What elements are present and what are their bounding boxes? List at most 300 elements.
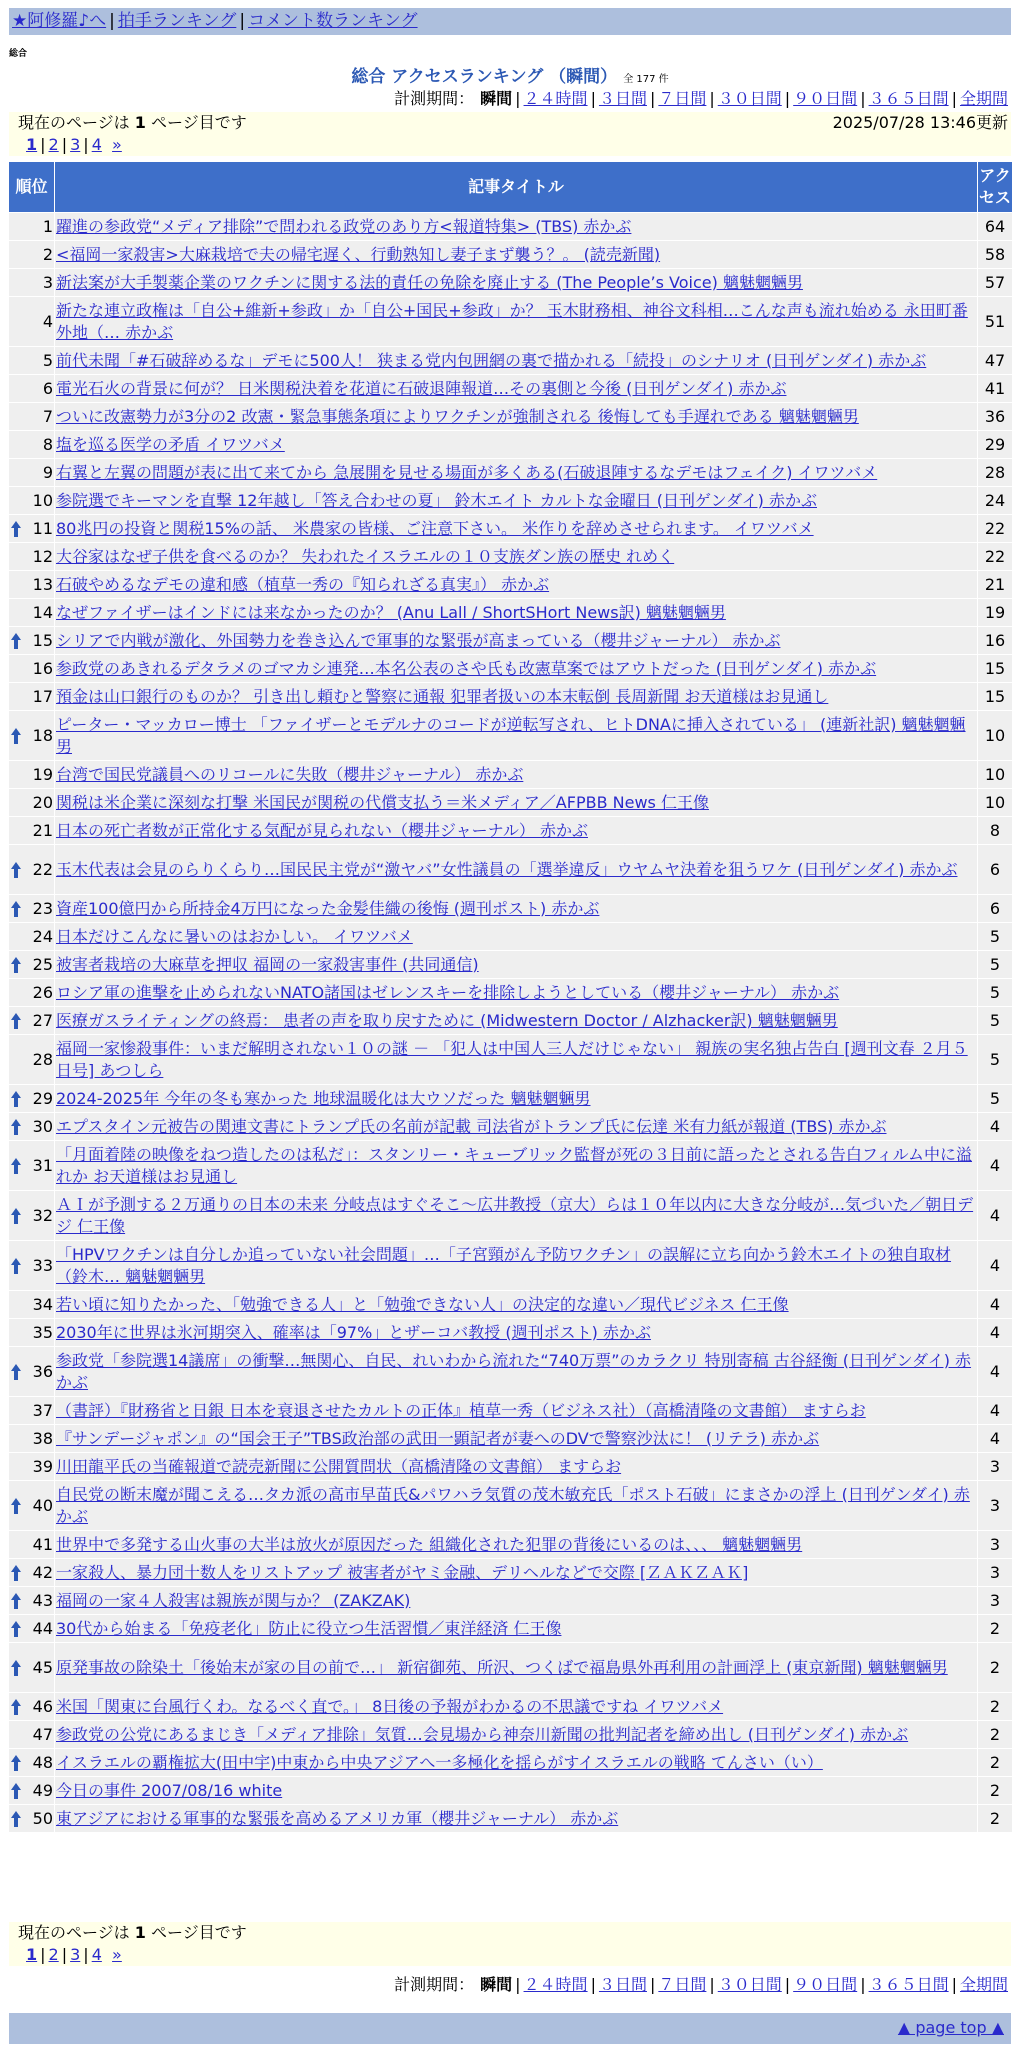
rank-number: 1 — [42, 216, 53, 236]
period-current-bottom: 瞬間 — [480, 1975, 513, 1994]
table-row — [9, 1397, 1013, 1425]
period-selector-bottom: 計測期間： 瞬間 | ２４時間 | ３日間 | ７日間 | ３０日間 | ９０日間 | ３６５日間 | 全期間 — [394, 1975, 1008, 1994]
rank-number: 21 — [32, 820, 53, 840]
rank-cell — [9, 241, 55, 269]
access-count: 2 — [978, 1721, 1013, 1749]
rank-cell — [9, 711, 55, 761]
table-row — [9, 1453, 1013, 1481]
article-title-link[interactable]: 躍進の参政党“メディア排除”で問われる政党のあり方<報道特集> (TBS) 赤かぶ — [56, 216, 632, 236]
title-cell — [55, 1425, 978, 1453]
rank-up-arrow-icon — [10, 1754, 22, 1772]
page-link-3-bottom[interactable]: 3 — [70, 1945, 81, 1964]
rank-cell — [9, 403, 55, 431]
table-row — [9, 571, 1013, 599]
access-count: 6 — [978, 845, 1013, 895]
rank-number: 11 — [32, 518, 53, 538]
title-cell — [55, 761, 978, 789]
title-cell — [55, 1805, 978, 1833]
page-link-2[interactable]: 2 — [48, 135, 59, 154]
article-title-link[interactable]: 預金は山口銀行のものか？ 引き出し頼むと警察に通報 犯罪者扱いの本末転倒 長周新聞 お天道様はお見通し — [56, 686, 829, 706]
title-cell — [55, 1347, 978, 1397]
rank-up-arrow-icon — [10, 1782, 22, 1800]
page-link-2-bottom[interactable]: 2 — [48, 1945, 59, 1964]
access-count: 2 — [978, 1805, 1013, 1833]
access-count: 3 — [978, 1559, 1013, 1587]
access-count: 5 — [978, 1085, 1013, 1113]
rank-number: 19 — [32, 764, 53, 784]
period-label-bottom: 計測期間： — [394, 1975, 475, 1994]
period-link-30d-bottom[interactable]: ３０日間 — [717, 1975, 782, 1994]
article-title-link[interactable]: 一家殺人、暴力団十数人をリストアップ 被害者がヤミ金融、デリヘルなどで交際 [ＺＡＫＺＡＫ] — [56, 1562, 749, 1582]
table-row — [9, 1615, 1013, 1643]
rank-number: 41 — [32, 1534, 53, 1554]
rank-up-arrow-icon — [10, 632, 22, 650]
table-row — [9, 1085, 1013, 1113]
current-page-text-bottom: 現在のページは 1 ページ目です — [18, 1923, 247, 1942]
article-title-link[interactable]: なぜファイザーはインドには来なかったのか？ (Anu Lall / ShortSHort News訳) 魑魅魍魎男 — [56, 602, 726, 622]
rank-number: 32 — [32, 1205, 53, 1225]
access-count: 4 — [978, 1397, 1013, 1425]
rank-number: 12 — [32, 546, 53, 566]
rank-cell — [9, 1141, 55, 1191]
title-cell — [55, 1453, 978, 1481]
rank-cell — [9, 1191, 55, 1241]
rank-number: 17 — [32, 686, 53, 706]
article-title-link[interactable]: 今日の事件 2007/08/16 white — [56, 1780, 283, 1800]
access-count: 4 — [978, 1319, 1013, 1347]
rank-number: 3 — [42, 272, 53, 292]
article-title-link[interactable]: 参政党のあきれるデタラメのゴマカシ連発…本名公表のさや氏も改憲草案ではアウトだった (日刊ゲンダイ) 赤かぶ — [56, 658, 877, 678]
page-next-link-bottom[interactable]: » — [112, 1945, 122, 1964]
article-title-link[interactable]: ロシア軍の進撃を止められないNATO諸国はゼレンスキーを排除しようとしている（櫻井ジャーナル） 赤かぶ — [56, 982, 840, 1002]
period-link-365d[interactable]: ３６５日間 — [868, 89, 949, 108]
table-row — [9, 817, 1013, 845]
rank-cell — [9, 1721, 55, 1749]
table-row — [9, 923, 1013, 951]
article-title-link[interactable]: 前代未聞「#石破辞めるな」デモに500人！ 狭まる党内包囲網の裏で描かれる「続投」のシナリオ (日刊ゲンダイ) 赤かぶ — [56, 350, 927, 370]
table-row — [9, 431, 1013, 459]
access-count: 2 — [978, 1693, 1013, 1721]
title-cell — [55, 1643, 978, 1693]
rank-number: 34 — [32, 1294, 53, 1314]
pager-box-top — [9, 112, 1011, 156]
period-link-90d[interactable]: ９０日間 — [793, 89, 858, 108]
rank-number: 45 — [32, 1657, 53, 1677]
title-cell — [55, 241, 978, 269]
rank-cell — [9, 431, 55, 459]
title-cell — [55, 375, 978, 403]
access-count: 5 — [978, 1035, 1013, 1085]
period-selector-top: 計測期間： 瞬間 | ２４時間 | ３日間 | ７日間 | ３０日間 | ９０日間 | ３６５日間 | 全期間 — [394, 89, 1008, 108]
rank-up-arrow-icon — [10, 1257, 22, 1275]
table-row — [9, 683, 1013, 711]
article-title-link[interactable]: 80兆円の投資と関税15%の話、 米農家の皆様、ご注意下さい。 米作りを辞めさせられます。 イワツバメ — [56, 518, 814, 538]
period-current: 瞬間 — [480, 89, 513, 108]
table-row — [9, 241, 1013, 269]
rank-number: 27 — [32, 1010, 53, 1030]
rank-up-arrow-icon — [10, 1698, 22, 1716]
page-link-1-bottom[interactable]: 1 — [26, 1945, 38, 1964]
category-label: 総合 — [9, 49, 28, 59]
table-row — [9, 1643, 1013, 1693]
period-link-365d-bottom[interactable]: ３６５日間 — [868, 1975, 949, 1994]
access-count: 2 — [978, 1615, 1013, 1643]
access-count: 3 — [978, 1453, 1013, 1481]
article-title-link[interactable]: 2024-2025年 今年の冬も寒かった 地球温暖化は大ウソだった 魑魅魍魎男 — [56, 1088, 591, 1108]
table-row — [9, 711, 1013, 761]
article-title-link[interactable]: 参政党の公党にあるまじき「メディア排除」気質…会見場から神奈川新聞の批判記者を締め出し (日刊ゲンダイ) 赤かぶ — [56, 1724, 909, 1744]
title-cell — [55, 297, 978, 347]
rank-cell — [9, 1035, 55, 1085]
rank-cell — [9, 1531, 55, 1559]
rank-cell — [9, 1615, 55, 1643]
access-count: 4 — [978, 1241, 1013, 1291]
access-count: 2 — [978, 1643, 1013, 1693]
article-title-link[interactable]: 2030年に世界は氷河期突入、確率は「97%」とザーコバ教授 (週刊ポスト) 赤かぶ — [56, 1322, 651, 1342]
rank-cell — [9, 269, 55, 297]
rank-cell — [9, 1291, 55, 1319]
article-title-link[interactable]: 自民党の断末魔が聞こえる…タカ派の高市早苗氏&パワハラ気質の茂木敏充氏「ポスト石破」にまさかの浮上 (日刊ゲンダイ) 赤かぶ — [56, 1484, 970, 1526]
rank-number: 8 — [42, 434, 53, 454]
article-title-link[interactable]: 玉木代表は会見のらりくらり…国民民主党が“激ヤバ”女性議員の「選挙違反」ウヤムヤ決着を狙うワケ (日刊ゲンダイ) 赤かぶ — [56, 859, 958, 879]
access-count: 64 — [978, 213, 1013, 241]
rank-up-arrow-icon — [10, 1012, 22, 1030]
title-cell — [55, 431, 978, 459]
period-link-90d-bottom[interactable]: ９０日間 — [793, 1975, 858, 1994]
table-row — [9, 655, 1013, 683]
rank-cell — [9, 1113, 55, 1141]
rank-cell — [9, 1453, 55, 1481]
article-title-link[interactable]: 関税は米企業に深刻な打撃 米国民が関税の代償支払う＝米メディア／AFPBB News 仁王像 — [56, 792, 709, 812]
title-cell — [55, 895, 978, 923]
article-title-link[interactable]: 被害者栽培の大麻草を押収 福岡の一家殺害事件 (共同通信) — [56, 954, 479, 974]
title-cell — [55, 1777, 978, 1805]
table-row — [9, 297, 1013, 347]
rank-up-arrow-icon — [10, 1620, 22, 1638]
rank-number: 23 — [32, 898, 53, 918]
access-count: 5 — [978, 951, 1013, 979]
access-count: 4 — [978, 1425, 1013, 1453]
rank-cell — [9, 1643, 55, 1693]
rank-cell — [9, 543, 55, 571]
rank-number: 13 — [32, 574, 53, 594]
title-cell — [55, 1481, 978, 1531]
title-cell — [55, 1615, 978, 1643]
table-row — [9, 951, 1013, 979]
article-title-link[interactable]: 若い頃に知りたかった、「勉強できる人」と「勉強できない人」の決定的な違い／現代ビジネス 仁王像 — [56, 1294, 789, 1314]
access-count: 4 — [978, 1113, 1013, 1141]
nav-link-applause-ranking[interactable]: 拍手ランキング — [117, 11, 237, 31]
rank-up-arrow-icon — [10, 1157, 22, 1175]
table-row — [9, 1777, 1013, 1805]
article-title-link[interactable]: 資産100億円から所持金4万円になった金髪佳織の後悔 (週刊ポスト) 赤かぶ — [56, 898, 600, 918]
rank-number: 36 — [32, 1361, 53, 1381]
rank-number: 28 — [32, 1049, 53, 1069]
title-cell — [55, 1007, 978, 1035]
table-row — [9, 1587, 1013, 1615]
rank-up-arrow-icon — [10, 1118, 22, 1136]
bottom-bar — [9, 2013, 1011, 2044]
rank-number: 6 — [42, 378, 53, 398]
rank-up-arrow-icon — [10, 1497, 22, 1515]
article-title-link[interactable]: 日本だけこんなに暑いのはおかしい。 イワツバメ — [56, 926, 413, 946]
title-cell — [55, 403, 978, 431]
rank-cell — [9, 1425, 55, 1453]
access-count: 6 — [978, 895, 1013, 923]
article-title-link[interactable]: 「月面着陸の映像をねつ造したのは私だ」：スタンリー・キューブリック監督が死の３日前に語ったとされる告白フィルム中に溢れか お天道様はお見通し — [56, 1144, 973, 1186]
rank-cell — [9, 1007, 55, 1035]
article-title-link[interactable]: ＡＩが予測する２万通りの日本の未来 分岐点はすぐそこ～広井教授（京大）らは１０年以内に大きな分岐が…気づいた／朝日デジ 仁王像 — [56, 1194, 974, 1236]
access-count: 36 — [978, 403, 1013, 431]
title-cell — [55, 655, 978, 683]
access-count: 4 — [978, 1191, 1013, 1241]
title-cell — [55, 817, 978, 845]
table-row — [9, 1241, 1013, 1291]
table-row — [9, 1805, 1013, 1833]
period-link-all[interactable]: 全期間 — [959, 89, 1008, 108]
period-link-30d[interactable]: ３０日間 — [717, 89, 782, 108]
nav-link-comment-ranking[interactable]: コメント数ランキング — [248, 11, 418, 31]
article-title-link[interactable]: 米国「関東に台風行くわ。なるべく直で。」 8日後の予報がわかるの不思議ですね イワツバメ — [56, 1696, 724, 1716]
article-title-link[interactable]: 右翼と左翼の問題が表に出て来てから 急展開を見せる場面が多くある(石破退陣するなデモはフェイク) イワツバメ — [56, 462, 878, 482]
updated-timestamp: 2025/07/28 13:46更新 — [832, 113, 1008, 132]
table-row — [9, 1291, 1013, 1319]
access-count: 3 — [978, 1481, 1013, 1531]
rank-number: 22 — [32, 859, 53, 879]
title-cell — [55, 951, 978, 979]
title-cell — [55, 627, 978, 655]
access-count: 41 — [978, 375, 1013, 403]
period-link-7d-bottom[interactable]: ７日間 — [658, 1975, 707, 1994]
access-count: 5 — [978, 1007, 1013, 1035]
rank-number: 43 — [32, 1590, 53, 1610]
article-title-link[interactable]: シリアで内戦が激化、外国勢力を巻き込んで軍事的な緊張が高まっている（櫻井ジャーナル） 赤かぶ — [56, 630, 781, 650]
title-cell — [55, 1531, 978, 1559]
title-cell — [55, 711, 978, 761]
table-row — [9, 487, 1013, 515]
period-link-24h-bottom[interactable]: ２４時間 — [523, 1975, 588, 1994]
article-title-link[interactable]: イスラエルの覇権拡大(田中宇)中東から中央アジアへ一多極化を揺らがすイスラエルの戦略 てんさい（い） — [56, 1752, 823, 1772]
title-cell — [55, 923, 978, 951]
access-count: 22 — [978, 515, 1013, 543]
rank-number: 4 — [42, 311, 53, 331]
page-heading — [0, 62, 1020, 87]
article-title-link[interactable]: 日本の死亡者数が正常化する気配が見られない（櫻井ジャーナル） 赤かぶ — [56, 820, 588, 840]
column-header-access: アクセス — [978, 162, 1013, 213]
rank-number: 2 — [42, 244, 53, 264]
rank-number: 40 — [32, 1495, 53, 1515]
table-row — [9, 1141, 1013, 1191]
rank-up-arrow-icon — [10, 900, 22, 918]
period-link-all-bottom[interactable]: 全期間 — [959, 1975, 1008, 1994]
rank-number: 30 — [32, 1116, 53, 1136]
rank-cell — [9, 459, 55, 487]
article-title-link[interactable]: 石破やめるなデモの違和感（植草一秀の『知られざる真実』） 赤かぶ — [56, 574, 550, 594]
article-title-link[interactable]: 塩を巡る医学の矛盾 イワツバメ — [56, 434, 285, 454]
rank-number: 31 — [32, 1155, 53, 1175]
table-row — [9, 789, 1013, 817]
title-cell — [55, 599, 978, 627]
title-cell — [55, 459, 978, 487]
rank-cell — [9, 599, 55, 627]
rank-cell — [9, 655, 55, 683]
page-link-4[interactable]: 4 — [91, 135, 102, 154]
table-row — [9, 627, 1013, 655]
title-cell — [55, 1085, 978, 1113]
title-cell — [55, 515, 978, 543]
period-link-24h[interactable]: ２４時間 — [523, 89, 588, 108]
rank-number: 16 — [32, 658, 53, 678]
page-next-link[interactable]: » — [112, 135, 122, 154]
title-cell — [55, 543, 978, 571]
rank-number: 44 — [32, 1618, 53, 1638]
table-row — [9, 515, 1013, 543]
access-count: 47 — [978, 347, 1013, 375]
page-top-link[interactable]: ▲ page top ▲ — [897, 2018, 1004, 2037]
rank-cell — [9, 845, 55, 895]
article-title-link[interactable]: 原発事故の除染土「後始末が家の目の前で…」 新宿御苑、所沢、つくばで福島県外再利用の計画浮上 (東京新聞) 魑魅魍魎男 — [56, 1657, 948, 1677]
rank-number: 37 — [32, 1400, 53, 1420]
rank-up-arrow-icon — [10, 1810, 22, 1828]
column-header-rank: 順位 — [9, 162, 55, 213]
rank-cell — [9, 1481, 55, 1531]
rank-number: 25 — [32, 954, 53, 974]
ranking-table — [8, 161, 1013, 1833]
article-title-link[interactable]: ついに改憲勢力が3分の2 改憲・緊急事態条項によりワクチンが強制される 後悔しても手遅れである 魑魅魍魎男 — [56, 406, 859, 426]
period-link-3d-bottom[interactable]: ３日間 — [598, 1975, 647, 1994]
rank-cell — [9, 515, 55, 543]
title-cell — [55, 571, 978, 599]
article-title-link[interactable]: 福岡一家惨殺事件：いまだ解明されない１０の謎 － 「犯人は中国人三人だけじゃない」 親族の実名独占告白 [週刊文春 ２月５日号] あつしら — [56, 1038, 968, 1080]
article-title-link[interactable]: 世界中で多発する山火事の大半は放火が原因だった 組織化された犯罪の背後にいるのは、、、 魑魅魍魎男 — [56, 1534, 803, 1554]
rank-up-arrow-icon — [10, 1592, 22, 1610]
table-row — [9, 1531, 1013, 1559]
rank-up-arrow-icon — [10, 1207, 22, 1225]
access-count: 21 — [978, 571, 1013, 599]
article-title-link[interactable]: 「HPVワクチンは自分しか追っていない社会問題」…「子宮頸がん予防ワクチン」の誤解に立ち向かう鈴木エイトの独自取材（鈴木… 魑魅魍魎男 — [56, 1244, 952, 1286]
article-title-link[interactable]: 新法案が大手製薬企業のワクチンに関する法的責任の免除を廃止する (The People’s Voice) 魑魅魍魎男 — [56, 272, 803, 292]
pager-box-bottom — [9, 1922, 1011, 1966]
title-cell — [55, 1721, 978, 1749]
article-title-link[interactable]: 医療ガスライティングの終焉： 患者の声を取り戻すために (Midwestern Doctor / Alzhacker訳) 魑魅魍魎男 — [56, 1010, 838, 1030]
period-link-7d[interactable]: ７日間 — [658, 89, 707, 108]
rank-cell — [9, 1693, 55, 1721]
rank-cell — [9, 297, 55, 347]
page-link-1[interactable]: 1 — [26, 135, 38, 154]
title-cell — [55, 1587, 978, 1615]
rank-cell — [9, 347, 55, 375]
rank-cell — [9, 895, 55, 923]
rank-cell — [9, 979, 55, 1007]
rank-cell — [9, 683, 55, 711]
access-count: 4 — [978, 1347, 1013, 1397]
article-title-link[interactable]: 新たな連立政権は「自公+維新+参政」か「自公+国民+参政」か？ 玉木財務相、神谷文科相…こんな声も流れ始める 永田町番外地（… 赤かぶ — [56, 300, 968, 342]
page-link-4-bottom[interactable]: 4 — [91, 1945, 102, 1964]
rank-number: 47 — [32, 1724, 53, 1744]
article-title-link[interactable]: 川田龍平氏の当確報道で読売新聞に公開質問状（高橋清隆の文書館） ますらお — [56, 1456, 622, 1476]
table-row — [9, 1481, 1013, 1531]
rank-cell — [9, 1805, 55, 1833]
table-row — [9, 1007, 1013, 1035]
access-count: 3 — [978, 1587, 1013, 1615]
title-cell — [55, 789, 978, 817]
page-link-3[interactable]: 3 — [70, 135, 81, 154]
title-cell — [55, 1693, 978, 1721]
article-title-link[interactable]: エプスタイン元被告の関連文書にトランプ氏の名前が記載 司法省がトランプ氏に伝達 米有力紙が報道 (TBS) 赤かぶ — [56, 1116, 887, 1136]
access-count: 28 — [978, 459, 1013, 487]
title-cell — [55, 1291, 978, 1319]
rank-number: 35 — [32, 1322, 53, 1342]
article-title-link[interactable]: 30代から始まる「免疫老化」防止に役立つ生活習慣／東洋経済 仁王像 — [56, 1618, 562, 1638]
access-count: 4 — [978, 1141, 1013, 1191]
title-cell — [55, 1749, 978, 1777]
table-row — [9, 347, 1013, 375]
rank-number: 24 — [32, 926, 53, 946]
current-page-text: 現在のページは 1 ページ目です — [18, 113, 247, 132]
rank-cell — [9, 1587, 55, 1615]
access-count: 15 — [978, 655, 1013, 683]
rank-cell — [9, 817, 55, 845]
rank-number: 48 — [32, 1752, 53, 1772]
rank-cell — [9, 375, 55, 403]
rank-number: 9 — [42, 462, 53, 482]
article-title-link[interactable]: 参院選でキーマンを直撃 12年越し「答え合わせの夏」 鈴木エイト カルトな金曜日 (日刊ゲンダイ) 赤かぶ — [56, 490, 817, 510]
rank-number: 50 — [32, 1808, 53, 1828]
access-count: 15 — [978, 683, 1013, 711]
access-count: 57 — [978, 269, 1013, 297]
nav-link-asyura-home[interactable]: ★阿修羅♪へ — [12, 11, 107, 31]
table-row — [9, 1319, 1013, 1347]
table-row — [9, 895, 1013, 923]
rank-cell — [9, 923, 55, 951]
rank-up-arrow-icon — [10, 520, 22, 538]
ranking-table-body — [9, 213, 1013, 1833]
period-link-3d[interactable]: ３日間 — [598, 89, 647, 108]
access-count: 51 — [978, 297, 1013, 347]
access-count: 2 — [978, 1749, 1013, 1777]
rank-number: 49 — [32, 1780, 53, 1800]
article-title-link[interactable]: 福岡の一家４人殺害は親族が関与か？ (ZAKZAK) — [56, 1590, 411, 1610]
title-cell — [55, 1319, 978, 1347]
access-count: 22 — [978, 543, 1013, 571]
article-title-link[interactable]: 東アジアにおける軍事的な緊張を高めるアメリカ軍（櫻井ジャーナル） 赤かぶ — [56, 1808, 619, 1828]
access-count: 58 — [978, 241, 1013, 269]
article-title-link[interactable]: 大谷家はなぜ子供を食べるのか？ 失われたイスラエルの１０支族ダン族の歴史 れめく — [56, 546, 675, 566]
column-header-title: 記事タイトル — [55, 162, 978, 213]
article-title-link[interactable]: <福岡一家殺害>大麻栽培で夫の帰宅遅く、行動熟知し妻子まず襲う？。 (読売新聞) — [56, 244, 661, 264]
rank-number: 14 — [32, 602, 53, 622]
table-row — [9, 269, 1013, 297]
article-title-link[interactable]: （書評）『財務省と日銀 日本を衰退させたカルトの正体』植草一秀（ビジネス社）（高橋清隆の文書館） ますらお — [56, 1400, 866, 1420]
rank-up-arrow-icon — [10, 1090, 22, 1108]
rank-number: 46 — [32, 1696, 53, 1716]
rank-cell — [9, 1085, 55, 1113]
table-header-row — [9, 162, 1013, 213]
article-title-link[interactable]: 参政党「参院選14議席」の衝撃…無関心、自民、れいわから流れた“740万票”のカラクリ 特別寄稿 古谷経衡 (日刊ゲンダイ) 赤かぶ — [56, 1350, 972, 1392]
article-title-link[interactable]: 『サンデージャポン』の“国会王子”TBS政治部の武田一顕記者が妻へのDVで警察沙汰に！ (リテラ) 赤かぶ — [56, 1428, 820, 1448]
rank-cell — [9, 1559, 55, 1587]
article-title-link[interactable]: ピーター・マッカロー博士 「ファイザーとモデルナのコードが逆転写され、ヒトDNAに挿入されている」 (連新社訳) 魑魅魍魎男 — [56, 714, 966, 756]
rank-up-arrow-icon — [10, 1564, 22, 1582]
table-row — [9, 1721, 1013, 1749]
total-count: 全 177 件 — [623, 74, 669, 85]
article-title-link[interactable]: 台湾で国民党議員へのリコールに失敗（櫻井ジャーナル） 赤かぶ — [56, 764, 524, 784]
table-row — [9, 375, 1013, 403]
pagination-top: 1 | 2 | 3 | 4 » — [26, 135, 122, 154]
article-title-link[interactable]: 電光石火の背景に何が？ 日米関税決着を花道に石破退陣報道…その裏側と今後 (日刊ゲンダイ) 赤かぶ — [56, 378, 787, 398]
rank-cell — [9, 1777, 55, 1805]
rank-cell — [9, 571, 55, 599]
